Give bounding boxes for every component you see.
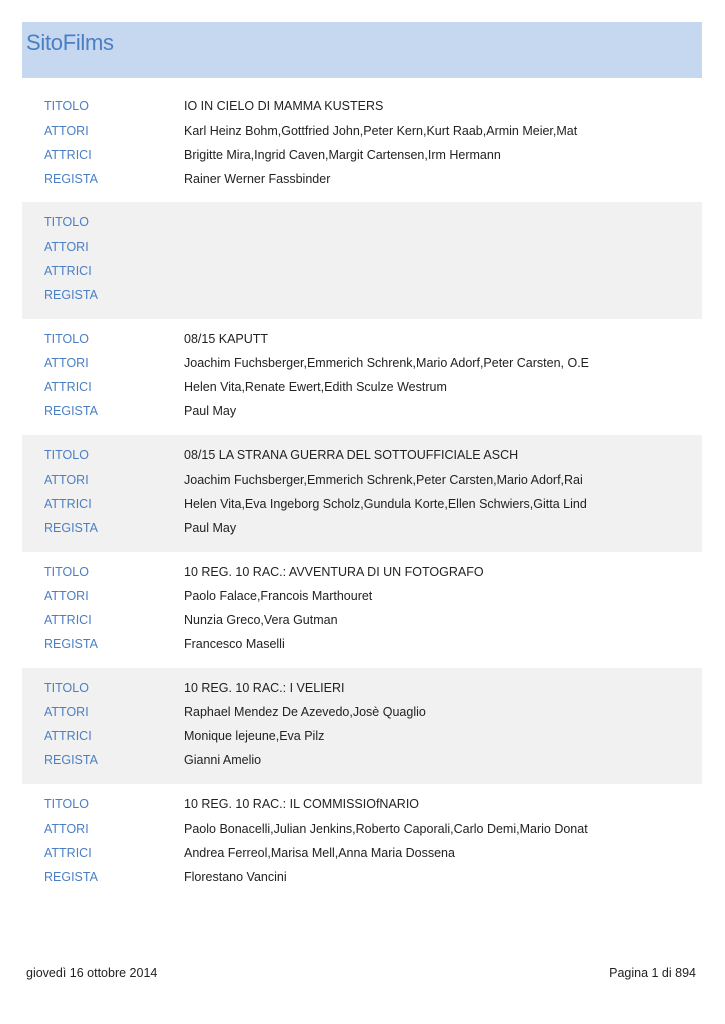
titolo-label: TITOLO	[44, 448, 89, 463]
attrici-row	[22, 264, 702, 284]
attrici-value: Monique lejeune,Eva Pilz	[184, 729, 325, 744]
attrici-label: ATTRICI	[44, 263, 92, 278]
attori-value: Joachim Fuchsberger,Emmerich Schrenk,Peter Carsten,Mario Adorf,Rai	[184, 472, 583, 487]
attori-value: Paolo Bonacelli,Julian Jenkins,Roberto Caporali,Carlo Demi,Mario Donat	[184, 821, 588, 836]
regista-label: REGISTA	[44, 753, 98, 768]
titolo-value: 10 REG. 10 RAC.: IL COMMISSIOfNARIO	[184, 797, 420, 812]
attrici-value: Andrea Ferreol,Marisa Mell,Anna Maria Dossena	[184, 845, 455, 860]
film-record	[22, 435, 702, 551]
film-record	[22, 668, 702, 784]
regista-row	[22, 404, 702, 424]
attrici-label: ATTRICI	[44, 845, 92, 860]
regista-value: Gianni Amelio	[184, 753, 262, 768]
attrici-row	[22, 613, 702, 633]
attrici-label: ATTRICI	[44, 613, 92, 628]
app-title: SitoFilms	[26, 30, 114, 55]
footer-date: giovedì 16 ottobre 2014	[26, 966, 158, 980]
report-header	[22, 22, 702, 78]
film-records	[22, 86, 702, 901]
regista-row	[22, 172, 702, 192]
titolo-row	[22, 565, 702, 585]
titolo-value: 08/15 LA STRANA GUERRA DEL SOTTOUFFICIALE ASCH	[184, 448, 519, 463]
titolo-row	[22, 681, 702, 701]
titolo-label: TITOLO	[44, 331, 89, 346]
regista-row	[22, 637, 702, 657]
regista-value: Paul May	[184, 520, 237, 535]
titolo-label: TITOLO	[44, 215, 89, 230]
regista-value: Paul May	[184, 404, 237, 419]
titolo-row	[22, 797, 702, 817]
titolo-label: TITOLO	[44, 564, 89, 579]
titolo-value: IO IN CIELO DI MAMMA KUSTERS	[184, 99, 384, 113]
regista-label: REGISTA	[44, 637, 98, 652]
attrici-value: Nunzia Greco,Vera Gutman	[184, 613, 338, 628]
titolo-row	[22, 99, 702, 119]
regista-row	[22, 753, 702, 773]
attori-row	[22, 356, 702, 376]
titolo-row	[22, 332, 702, 352]
attori-row	[22, 822, 702, 842]
film-record	[22, 202, 702, 318]
attori-row	[22, 473, 702, 493]
regista-value: Francesco Maselli	[184, 637, 285, 652]
regista-label: REGISTA	[44, 171, 98, 186]
attrici-value: Helen Vita,Renate Ewert,Edith Sculze Westrum	[184, 380, 447, 395]
attrici-value: Brigitte Mira,Ingrid Caven,Margit Cartensen,Irm Hermann	[184, 147, 501, 162]
regista-label: REGISTA	[44, 520, 98, 535]
titolo-value: 10 REG. 10 RAC.: AVVENTURA DI UN FOTOGRAFO	[184, 564, 484, 579]
titolo-value: 08/15 KAPUTT	[184, 331, 269, 346]
attrici-label: ATTRICI	[44, 729, 92, 744]
titolo-label: TITOLO	[44, 797, 89, 812]
titolo-row	[22, 215, 702, 235]
attori-row	[22, 124, 702, 144]
attori-value: Raphael Mendez De Azevedo,Josè Quaglio	[184, 705, 426, 720]
attori-row	[22, 705, 702, 725]
film-record	[22, 319, 702, 435]
attrici-value: Helen Vita,Eva Ingeborg Scholz,Gundula Korte,Ellen Schwiers,Gitta Lind	[184, 496, 587, 511]
regista-label: REGISTA	[44, 869, 98, 884]
titolo-label: TITOLO	[44, 99, 89, 113]
attori-value: Joachim Fuchsberger,Emmerich Schrenk,Mario Adorf,Peter Carsten, O.E	[184, 356, 590, 371]
attrici-label: ATTRICI	[44, 496, 92, 511]
regista-row	[22, 521, 702, 541]
titolo-label: TITOLO	[44, 680, 89, 695]
attori-label: ATTORI	[44, 589, 89, 604]
attrici-row	[22, 497, 702, 517]
film-record	[22, 552, 702, 668]
attori-value: Karl Heinz Bohm,Gottfried John,Peter Kern,Kurt Raab,Armin Meier,Mat	[184, 123, 578, 138]
attori-label: ATTORI	[44, 705, 89, 720]
regista-label: REGISTA	[44, 404, 98, 419]
attrici-row	[22, 380, 702, 400]
attori-value: Paolo Falace,Francois Marthouret	[184, 589, 373, 604]
attrici-label: ATTRICI	[44, 380, 92, 395]
film-record	[22, 86, 702, 202]
attori-row	[22, 589, 702, 609]
attrici-label: ATTRICI	[44, 147, 92, 162]
film-record	[22, 784, 702, 900]
regista-row	[22, 870, 702, 890]
titolo-value: 10 REG. 10 RAC.: I VELIERI	[184, 680, 345, 695]
footer-page-number: Pagina 1 di 894	[609, 966, 696, 980]
titolo-row	[22, 448, 702, 468]
regista-label: REGISTA	[44, 287, 98, 302]
attori-label: ATTORI	[44, 356, 89, 371]
regista-value: Florestano Vancini	[184, 869, 287, 884]
attori-label: ATTORI	[44, 123, 89, 138]
attori-label: ATTORI	[44, 472, 89, 487]
regista-value: Rainer Werner Fassbinder	[184, 171, 331, 186]
attrici-row	[22, 729, 702, 749]
attrici-row	[22, 148, 702, 168]
attrici-row	[22, 846, 702, 866]
attori-label: ATTORI	[44, 821, 89, 836]
regista-row	[22, 288, 702, 308]
attori-row	[22, 240, 702, 260]
attori-label: ATTORI	[44, 239, 89, 254]
